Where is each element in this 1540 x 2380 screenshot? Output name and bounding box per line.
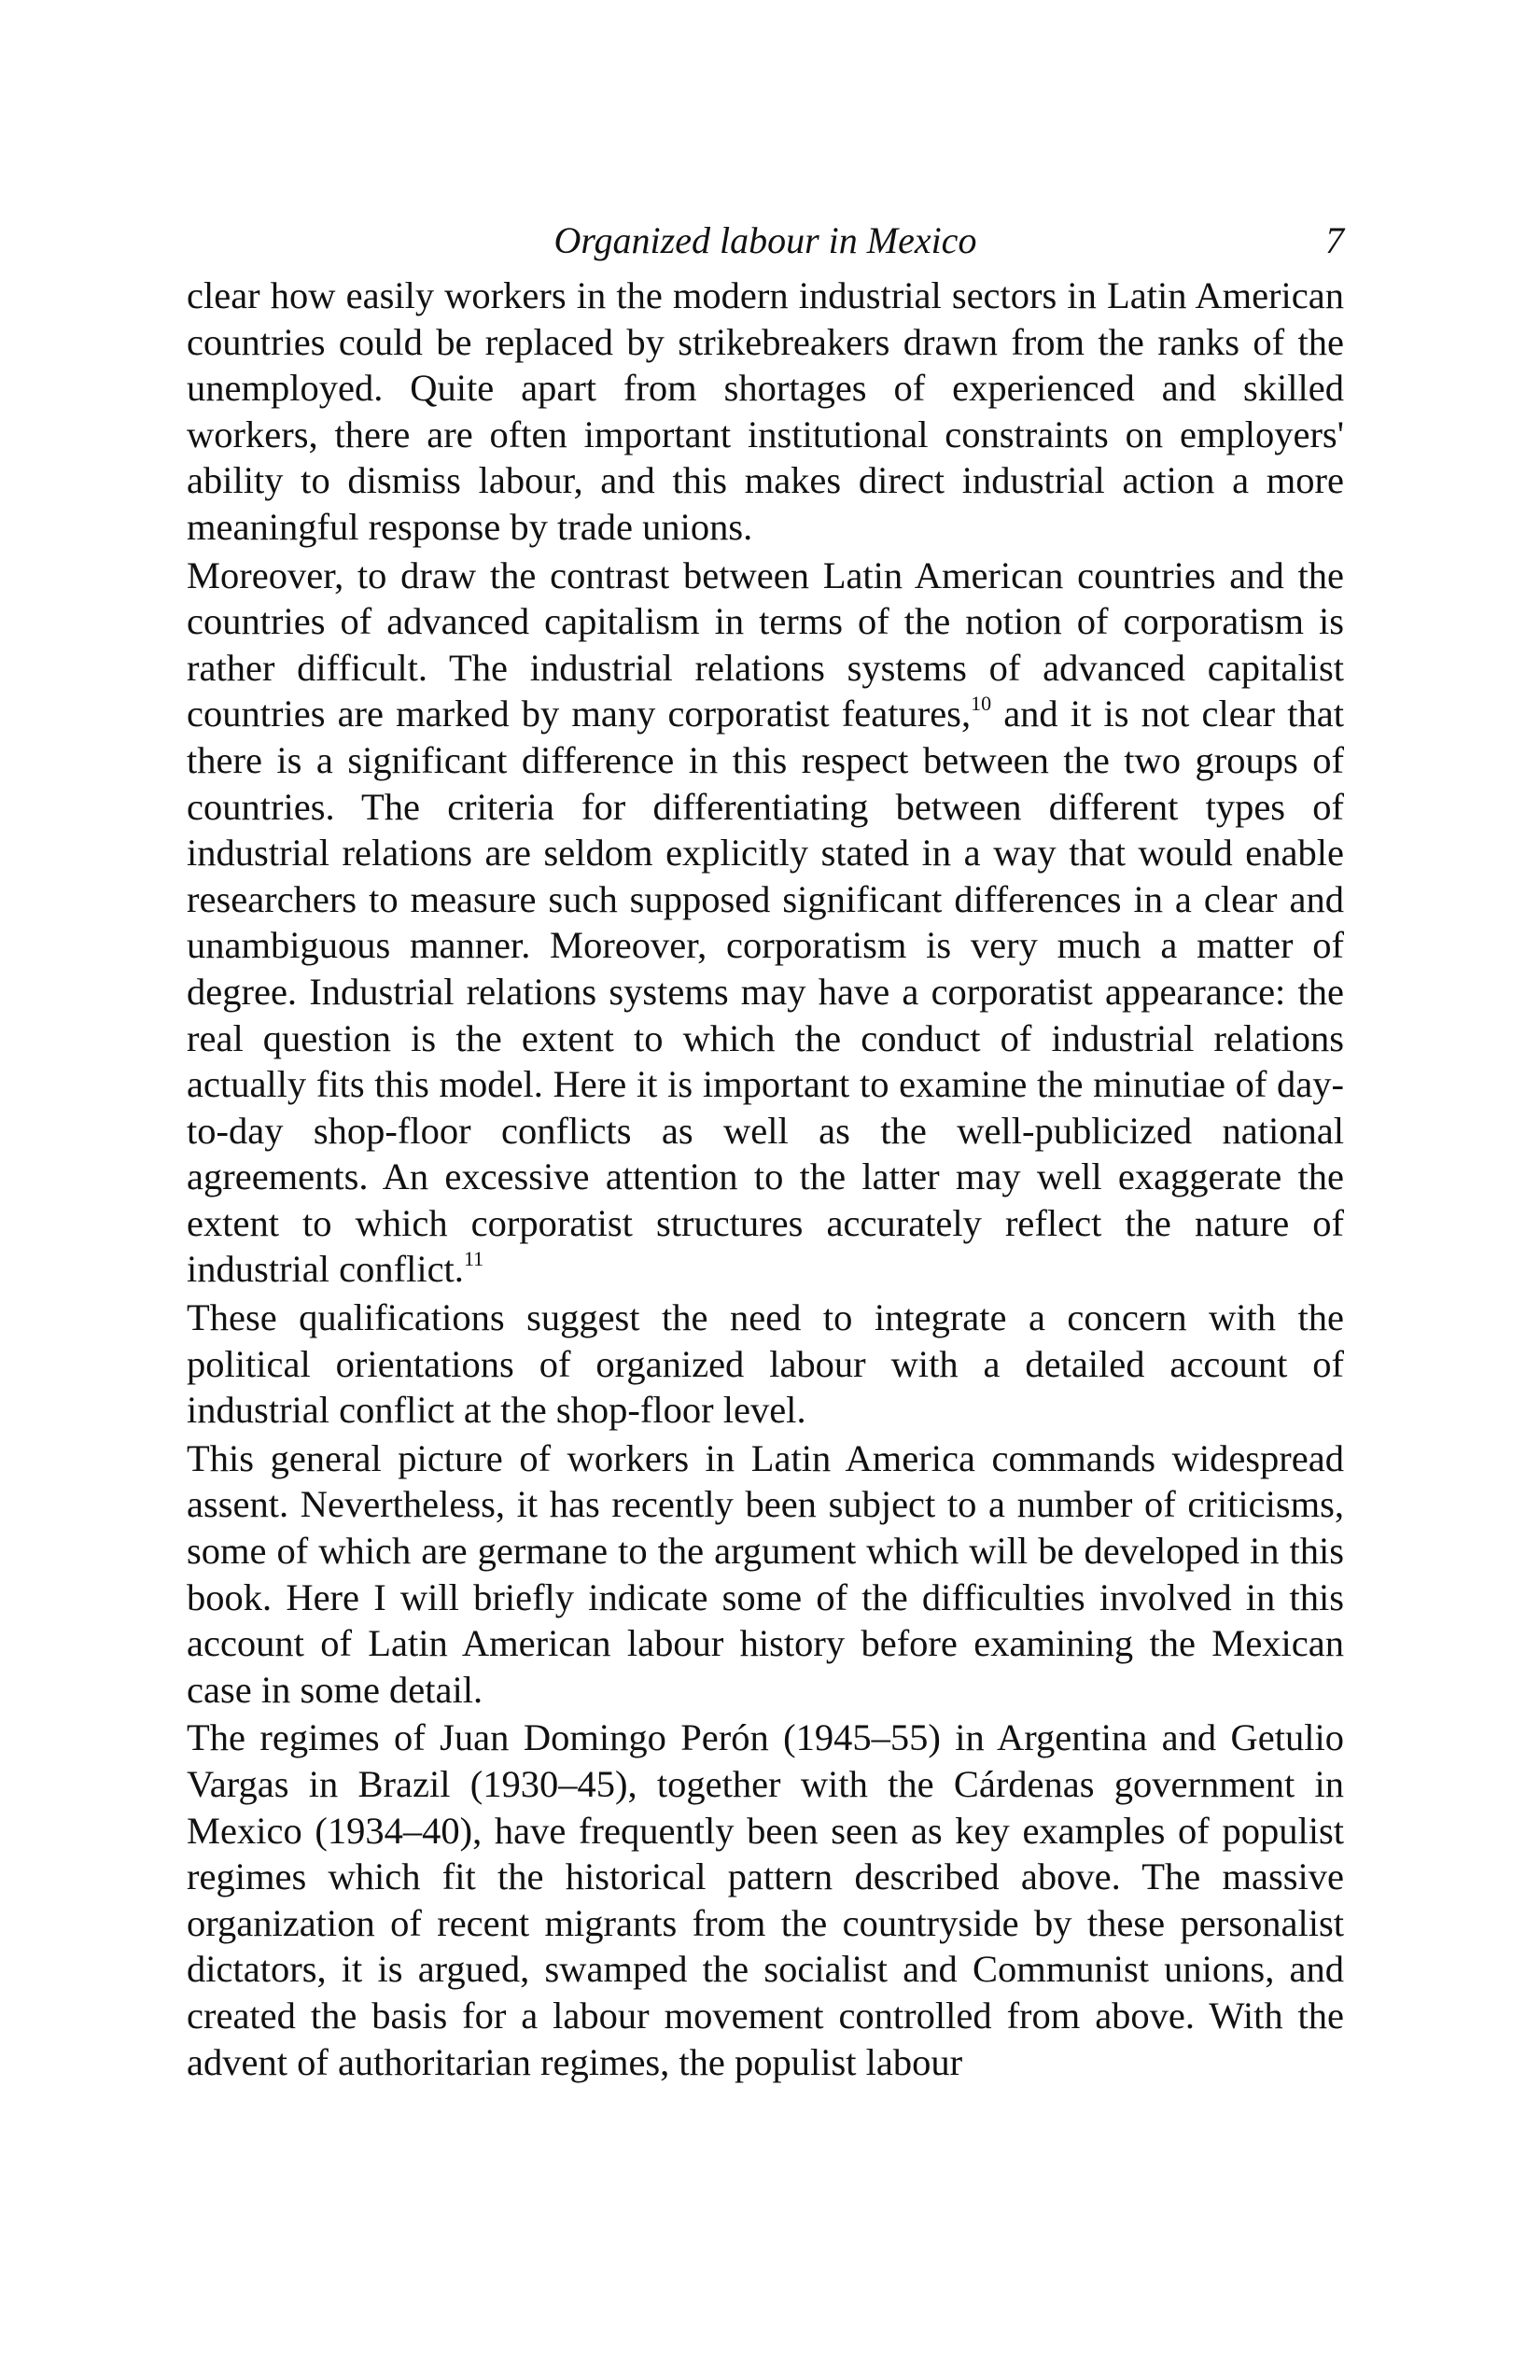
paragraph-text: The regimes of Juan Domingo Perón (1945–55) in Argentina and Getulio Vargas in Brazil (1930–45), together with the Cárdenas government in Mexico (1934–40), have frequently been seen as key examples of populist regimes which fit the historical pattern described above. The massive organization of recent migrants from the countryside by these personalist dictators, it is argued, swamped the socialist and Communist unions, and created the basis for a labour movement controlled from above. With the advent of authoritarian regimes, the populist labour — [187, 1716, 1344, 2083]
paragraph — [187, 273, 1344, 551]
paragraph — [187, 1435, 1344, 1714]
paragraph-text: Moreover, to draw the contrast between Latin American countries and the countries of advanced capitalism in terms of the notion of corporatism is rather difficult. The industrial relations systems of advanced capitalist countries are marked by many corporatist features, — [187, 553, 1344, 735]
paragraph — [187, 553, 1344, 1294]
paragraph-text: This general picture of workers in Latin America commands widespread assent. Nevertheless, it has recently been subject to a number of criticisms, some of which are germane to the argument which will be developed in this book. Here I will briefly indicate some of the difficulties involved in this account of Latin American labour history before examining the Mexican case in some detail. — [187, 1436, 1344, 1711]
footnote-marker: 11 — [463, 1247, 484, 1271]
book-page — [187, 215, 1344, 2085]
running-title: Organized labour in Mexico — [553, 219, 977, 261]
page-number: 7 — [1325, 219, 1344, 261]
body-text — [187, 273, 1344, 2085]
paragraph-text: These qualifications suggest the need to integrate a concern with the political orientations of organized labour with a detailed account of industrial conflict at the shop-floor level. — [187, 1296, 1344, 1432]
paragraph — [187, 1715, 1344, 2085]
running-header — [187, 215, 1344, 267]
paragraph-text: and it is not clear that there is a significant difference in this respect between the two groups of countries. The criteria for differentiating between different types of industrial relations are seldom explicitly stated in a way that would enable researchers to measure such supposed significant differences in a clear and unambiguous manner. Moreover, corporatism is very much a matter of degree. Industrial relations systems may have a corporatist appearance: the real question is the extent to which the conduct of industrial relations actually fits this model. Here it is important to examine the minutiae of day-to-day shop-floor conflicts as well as the well-publicized national agreements. An excessive attention to the latter may well exaggerate the extent to which corporatist structures accurately reflect the nature of industrial conflict. — [187, 693, 1344, 1291]
paragraph — [187, 1295, 1344, 1434]
paragraph-text: clear how easily workers in the modern industrial sectors in Latin American countries could be replaced by strikebreakers drawn from the ranks of the unemployed. Quite apart from shortages of experienced and skilled workers, there are often important institutional constraints on employers' ability to dismiss labour, and this makes direct industrial action a more meaningful response by trade unions. — [187, 274, 1344, 548]
footnote-marker: 10 — [971, 692, 992, 716]
